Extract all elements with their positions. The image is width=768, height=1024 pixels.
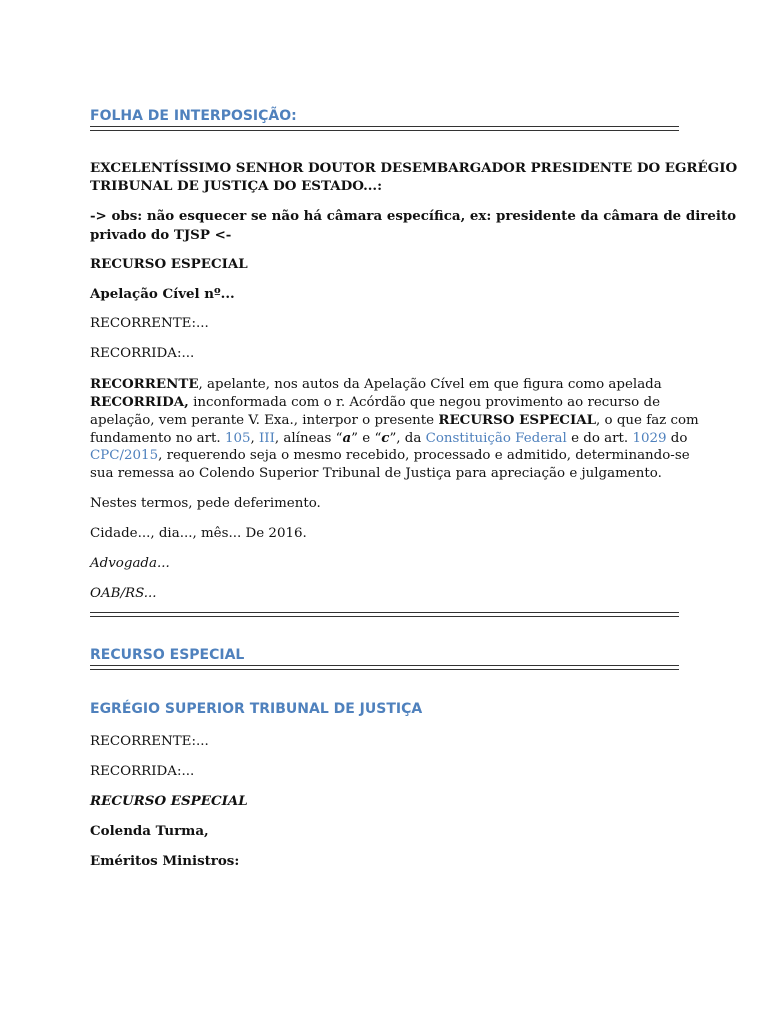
link-cpc-2015[interactable]: CPC/2015	[90, 448, 159, 463]
link-inciso-iii[interactable]: III	[259, 431, 275, 446]
body-text: ” e “	[351, 431, 382, 446]
link-constituicao-federal[interactable]: Constituição Federal	[425, 431, 567, 446]
body-text: inconformada com o r. Acórdão que negou provimento ao recurso de	[188, 395, 660, 410]
link-art-1029[interactable]: 1029	[632, 431, 667, 446]
recorrida-field-2: RECORRIDA:...	[90, 764, 195, 779]
body-text: , apelante, nos autos da Apelação Cível em que figura como apelada	[198, 377, 662, 392]
recurso-especial-label: RECURSO ESPECIAL	[90, 256, 248, 272]
closing-text: Nestes termos, pede deferimento.	[90, 496, 321, 511]
body-text: ,	[250, 431, 260, 446]
recorrente-field-2: RECORRENTE:...	[90, 734, 209, 749]
alinea-a: a	[342, 430, 352, 446]
heading-folha-interposicao: FOLHA DE INTERPOSIÇÃO:	[90, 108, 297, 124]
body-text: fundamento no art.	[90, 431, 225, 446]
body-text: , alíneas “	[274, 431, 343, 446]
body-line-6: sua remessa ao Colendo Superior Tribunal de Justiça para apreciação e julgamento.	[90, 466, 662, 481]
body-recorrida-bold: RECORRIDA,	[90, 394, 189, 410]
body-text: , o que faz com	[596, 413, 699, 428]
divider-rule	[90, 612, 679, 617]
body-recurso-bold: RECURSO ESPECIAL	[438, 412, 597, 428]
body-text: apelação, vem perante V. Exa., interpor o presente	[90, 413, 439, 428]
recorrida-field: RECORRIDA:...	[90, 346, 195, 361]
body-text: do	[666, 431, 688, 446]
link-art-105[interactable]: 105	[224, 431, 251, 446]
oab-line: OAB/RS...	[90, 586, 157, 601]
heading-egregio-stj: EGRÉGIO SUPERIOR TRIBUNAL DE JUSTIÇA	[90, 701, 423, 717]
body-line-5	[90, 447, 690, 465]
body-recorrente-bold: RECORRENTE	[90, 376, 199, 392]
recorrente-field: RECORRENTE:...	[90, 316, 209, 331]
advogada-signature: Advogada...	[90, 556, 170, 571]
obs-line-1: -> obs: não esquecer se não há câmara específica, ex: presidente da câmara de direito	[90, 208, 737, 224]
obs-line-2: privado do TJSP <-	[90, 227, 232, 243]
body-line-2	[90, 393, 679, 412]
address-line-1: EXCELENTÍSSIMO SENHOR DOUTOR DESEMBARGADOR PRESIDENTE DO EGRÉGIO	[90, 160, 738, 176]
body-line-3	[90, 411, 699, 430]
apelacao-civel-label: Apelação Cível nº...	[90, 286, 235, 302]
alinea-c: c	[381, 430, 390, 446]
body-line-4	[90, 429, 688, 448]
date-line: Cidade..., dia..., mês... De 2016.	[90, 526, 307, 541]
body-text: ”, da	[389, 431, 426, 446]
divider-rule	[90, 126, 679, 131]
divider-rule	[90, 665, 679, 670]
body-line-1	[90, 375, 679, 394]
body-text: , requerendo seja o mesmo recebido, processado e admitido, determinando-se	[158, 448, 690, 463]
emeritos-ministros: Eméritos Ministros:	[90, 853, 240, 869]
recurso-especial-label-2: RECURSO ESPECIAL	[90, 793, 248, 809]
address-line-2: TRIBUNAL DE JUSTIÇA DO ESTADO...:	[90, 178, 383, 194]
heading-recurso-especial: RECURSO ESPECIAL	[90, 647, 245, 663]
body-text: e do art.	[566, 431, 633, 446]
colenda-turma: Colenda Turma,	[90, 823, 209, 839]
